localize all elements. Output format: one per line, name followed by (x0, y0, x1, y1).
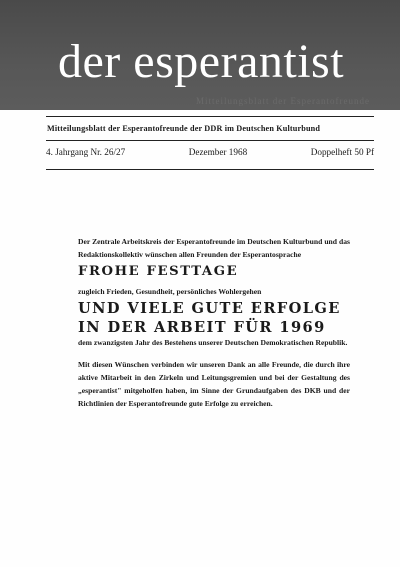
anniversary-paragraph: dem zwanzigsten Jahr des Bestehens unserer Deutschen Demokratischen Republik. (78, 338, 348, 348)
masthead-title: der esperantist (58, 35, 345, 88)
issue-price: Doppelheft 50 Pf (310, 147, 374, 157)
publication-subtitle: Mitteilungsblatt der Esperantofreunde der DDR im Deutschen Kulturbund (47, 124, 321, 133)
masthead-band (0, 0, 400, 110)
closing-paragraph: Mit diesen Wünschen verbinden wir unseren Dank an alle Freunde, die durch ihre aktive Mitarbeit in den Zirkeln und Leitungsgremien und bei der Gestaltung des „esperantist" mitgeholfen haben, im Sinne der Grundaufgaben des DKB und der Richtlinien der Esperantofreunde gute Erfolge zu erreichen. (78, 360, 350, 408)
greeting-text (78, 236, 350, 410)
masthead-ghost-text: Mitteilungsblatt der Esperantofreunde (196, 96, 370, 106)
intro-paragraph: Der Zentrale Arbeitskreis der Esperantofreunde im Deutschen Kulturbund und das Redaktionskollektiv wünschen allen Freunden der Esperantosprache (78, 237, 350, 259)
middle-rule (46, 140, 374, 141)
bottom-rule (46, 169, 374, 170)
headline-festtage: FROHE FESTTAGE (78, 263, 239, 279)
top-rule (46, 116, 374, 117)
headline-erfolge-line2: IN DER ARBEIT FÜR 1969 (78, 319, 326, 337)
issue-number: 4. Jahrgang Nr. 26/27 (46, 147, 126, 157)
issue-date: Dezember 1968 (188, 147, 248, 157)
issue-info-row (46, 147, 374, 157)
wishes-line: zugleich Frieden, Gesundheit, persönliches Wohlergehen (78, 286, 262, 296)
headline-erfolge-line1: UND VIELE GUTE ERFOLGE (78, 300, 341, 318)
